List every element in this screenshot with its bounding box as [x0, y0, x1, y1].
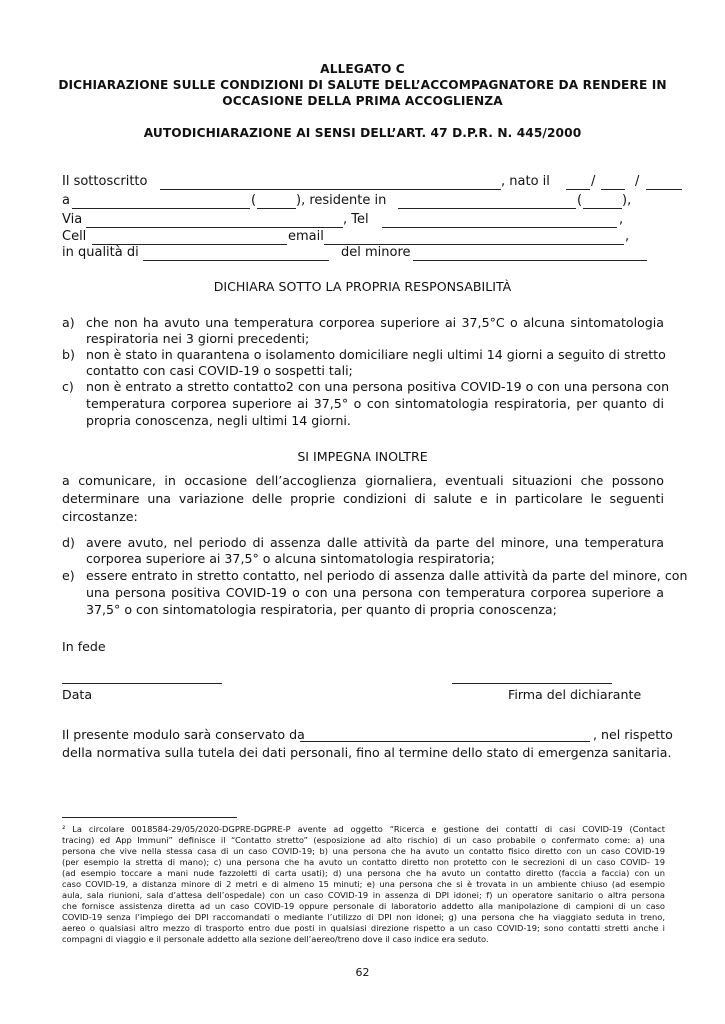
birth-province-field[interactable]	[257, 208, 296, 209]
birth-year-field[interactable]	[646, 189, 682, 190]
in-fede-label: In fede	[62, 639, 106, 654]
footnote-line: compagni di viaggio e il personale addetto alla sezione dell’aereo/treno dove il caso indice era seduto.	[62, 934, 489, 944]
commitment-d-line-1: avere avuto, nel periodo di assenza dalle attività da parte del minore, una temperatura	[86, 535, 664, 550]
label-tel: , Tel	[343, 212, 369, 227]
birth-month-field[interactable]	[601, 189, 625, 190]
declaration-c-line-3: propria conoscenza, negli ultimi 14 giorni.	[86, 413, 351, 428]
label-email: email	[288, 229, 324, 244]
declaration-b-line-2: contatto con casi COVID-19 o sospetti tali;	[86, 363, 353, 378]
birthplace-field[interactable]	[72, 208, 250, 209]
document-page: ALLEGATO C DICHIARAZIONE SULLE CONDIZIONI DI SALUTE DELL’ACCOMPAGNATORE DA RENDERE IN OCCASIONE DELLA PRIMA ACCOGLIENZA AUTODICHIARAZIONE AI SENSI DELL’ART. 47 D.P.R. N. 445/2000 Il sottoscritto , nato il / / a ( ), residente in ( ), Via , Tel , Cell email , in qualità di del minore DICHIARA SOTTO LA PROPRIA RESPONSABILITÀ a) che non ha avuto una temperatura corporea superiore ai 37,5°C o alcuna sintomatologia respiratoria nei 3 giorni precedenti; b) non è stato in quarantena o isolamento domiciliare negli ultimi 14 giorni a seguito di stretto contatto con casi COVID-19 o sospetti tali; c) non è entrato a stretto contatto2 con una persona positiva COVID-19 o con una persona con temperatura corporea superiore ai 37,5° o con sintomatologia respiratoria, per quanto di propria conoscenza, negli ultimi 14 giorni. SI IMPEGNA INOLTRE a comunicare, in occasione dell’accoglienza giornaliera, eventuali situazioni che possono determinare una variazione delle proprie condizioni di salute e in particolare le seguenti circostanze: d) avere avuto, nel periodo di assenza dalle attività da parte del minore, una temperatura corporea superiore ai 37,5° o alcuna sintomatologia respiratoria; e) essere entrato in stretto contatto, nel periodo di assenza dalle attività da parte del minore, con una persona positiva COVID-19 o con una persona con temperatura corporea superiore a 37,5° o con sintomatologia respiratoria, per quanto di propria conoscenza; In fede Data Firma del dichiarante Il presente modulo sarà conservato da , nel rispetto della normativa sulla tutela dei dati personali, fino al termine dello stato di emergenza sanitaria. ² La circolare 0018584-29/05/2020-DGPRE-DGPRE-P avente ad oggetto “Ricerca e gestione dei contatti di casi COVID-19 (Contact tracing) ed App Immuni” definisce il “Contatto stretto” (esposizione ad alto rischio) di un caso probabile o confermato come: a) una persona che vive nella stessa casa di un caso COVID-19; b) una persona che ha avuto un contatto fisico diretto con un caso COVID-19 (per esempio la stretta di mano); c) una persona che ha avuto un contatto diretto non protetto con le secrezioni di un caso COVID- 19 (ad esempio toccare a mani nude fazzoletti di carta usati); d) una persona che ha avuto un contatto diretto (faccia a faccia) con un caso COVID-19, a distanza minore di 2 metri e di almeno 15 minuti; e) una persona che si è trovata in un ambiente chiuso (ad esempio aula, sala riunioni, sala d’attesa dell’ospedale) con un caso COVID-19 in assenza di DPI idonei; f) un operatore sanitario o altra persona che fornisce assistenza diretta ad un caso COVID-19 oppure personale di laboratorio addetto alla manipolazione di campioni di un caso COVID-19 senza l’impiego dei DPI raccomandati o mediante l’utilizzo di DPI non idonei; g) una persona che ha viaggiato seduta in treno, aereo o qualsiasi altro mezzo di trasporto entro due posti in qualsiasi direzione rispetto a un caso COVID-19; sono contatti stretti anche i compagni di viaggio e il personale addetto alla sezione dell’aereo/treno dove il caso indice era seduto. 62	[0, 0, 725, 1024]
document-subtitle: AUTODICHIARAZIONE AI SENSI DELL’ART. 47 D.P.R. N. 445/2000	[143, 126, 582, 140]
residence-field[interactable]	[398, 208, 576, 209]
label-via: Via	[62, 212, 83, 227]
declaration-c-line-1: non è entrato a stretto contatto2 con una persona positiva COVID-19 o con una persona con	[86, 379, 670, 394]
name-field[interactable]	[160, 189, 501, 190]
signature-field[interactable]	[452, 683, 612, 684]
declares-heading: DICHIARA SOTTO LA PROPRIA RESPONSABILITÀ	[213, 279, 512, 294]
declaration-a-line-2: respiratoria nei 3 giorni precedenti;	[86, 331, 310, 346]
declaration-a-line-1: che non ha avuto una temperatura corporea superiore ai 37,5°C o alcuna sintomatologia	[86, 315, 664, 330]
declaration-b-line-1: non è stato in quarantena o isolamento domiciliare negli ultimi 14 giorni a seguito di stretto	[86, 347, 666, 362]
commitment-e-line-1: essere entrato in stretto contatto, nel periodo di assenza dalle attività da parte del minore, con	[86, 568, 688, 583]
footnote-line: persona che vive nella stessa casa di un caso COVID-19; b) una persona che ha avuto un contatto fisico diretto con un caso COVID-19	[62, 846, 665, 856]
footnote-line: COVID-19 senza l’impiego dei DPI raccomandati o mediante l’utilizzo di DPI non idonei; g) una persona che ha viaggiato seduta in treno,	[62, 912, 665, 922]
storage-note-lead: Il presente modulo sarà conservato da	[62, 727, 305, 742]
footnote-line: che fornisce assistenza diretta ad un caso COVID-19 oppure personale di laboratorio addetto alla manipolazione di campioni di un caso	[62, 901, 665, 911]
page-number: 62	[355, 966, 370, 979]
commitment-e-line-2: una persona positiva COVID-19 o con una persona con temperatura corporea superiore a	[86, 585, 664, 600]
phone-field[interactable]	[382, 227, 617, 228]
signature-label: Firma del dichiarante	[508, 687, 642, 702]
storage-note-tail: , nel rispetto	[593, 727, 673, 742]
footnote-line: tracing) ed App Immuni” definisce il “Contatto stretto” (esposizione ad alto rischio) di un caso probabile o confermato come: a) una	[62, 835, 665, 845]
label-cell: Cell	[62, 229, 87, 244]
declaration-c-line-2: temperatura corporea superiore ai 37,5° o con sintomatologia respiratoria, per quanto di	[86, 396, 664, 411]
footnote-line: ² La circolare 0018584-29/05/2020-DGPRE-DGPRE-P avente ad oggetto “Ricerca e gestione dei contatti di casi COVID-19 (Contact	[62, 824, 665, 834]
storage-note-line-2: della normativa sulla tutela dei dati personali, fino al termine dello stato di emergenza sanitaria.	[62, 745, 672, 760]
label-residente-in: ), residente in	[296, 193, 387, 208]
commitment-e-line-3: 37,5° o con sintomatologia respiratoria, per quanto di propria conoscenza;	[86, 602, 557, 617]
commitment-d-line-2: corporea superiore ai 37,5° o alcuna sintomatologia respiratoria;	[86, 551, 495, 566]
date-label: Data	[62, 687, 93, 702]
commits-paragraph-line-2: determinare una variazione delle proprie condizioni di salute e in particolare le seguenti	[62, 491, 664, 506]
footnote-line: aula, sala riunioni, sala d’attesa dell’ospedale) con un caso COVID-19 in assenza di DPI idonei; f) un operatore sanitario o altra persona	[62, 890, 665, 900]
residence-province-field[interactable]	[583, 208, 622, 209]
label-del-minore: del minore	[341, 245, 411, 260]
birth-day-field[interactable]	[566, 189, 590, 190]
commits-paragraph-line-1: a comunicare, in occasione dell’accoglienza giornaliera, eventuali situazioni che possono	[62, 473, 664, 488]
date-field[interactable]	[62, 683, 222, 684]
label-nato-il: , nato il	[501, 174, 550, 189]
commits-heading: SI IMPEGNA INOLTRE	[297, 449, 428, 464]
footnote-line: aereo o qualsiasi altro mezzo di trasporto entro due posti in qualsiasi direzione rispetto a un caso COVID-19; sono contatti stretti anche i	[62, 923, 665, 933]
label-a: a	[62, 193, 70, 208]
street-field[interactable]	[86, 227, 343, 228]
footnote-line: (ad esempio toccare a mani nude fazzoletti di carta usati); d) una persona che ha avuto un contatto diretto (faccia a faccia) con un	[62, 868, 665, 878]
document-title-line-1: DICHIARAZIONE SULLE CONDIZIONI DI SALUTE DELL’ACCOMPAGNATORE DA RENDERE IN	[58, 78, 667, 92]
minor-name-field[interactable]	[413, 260, 647, 261]
label-sottoscritto: Il sottoscritto	[62, 174, 148, 189]
commits-paragraph-line-3: circostanze:	[62, 509, 138, 524]
role-field[interactable]	[143, 260, 329, 261]
document-title-line-2: OCCASIONE DELLA PRIMA ACCOGLIENZA	[222, 94, 503, 108]
label-in-qualita-di: in qualità di	[62, 245, 139, 260]
footnote-line: caso COVID-19, a distanza minore di 2 metri e di almeno 15 minuti; e) una persona che si è trovata in un ambiente chiuso (ad esempio	[62, 879, 665, 889]
footnote-separator	[62, 817, 237, 818]
annex-label: ALLEGATO C	[320, 62, 405, 76]
storage-holder-field[interactable]	[300, 741, 590, 742]
footnote-line: (per esempio la stretta di mano); c) una persona che ha avuto un contatto diretto non protetto con le secrezioni di un caso COVID- 19	[62, 857, 665, 867]
